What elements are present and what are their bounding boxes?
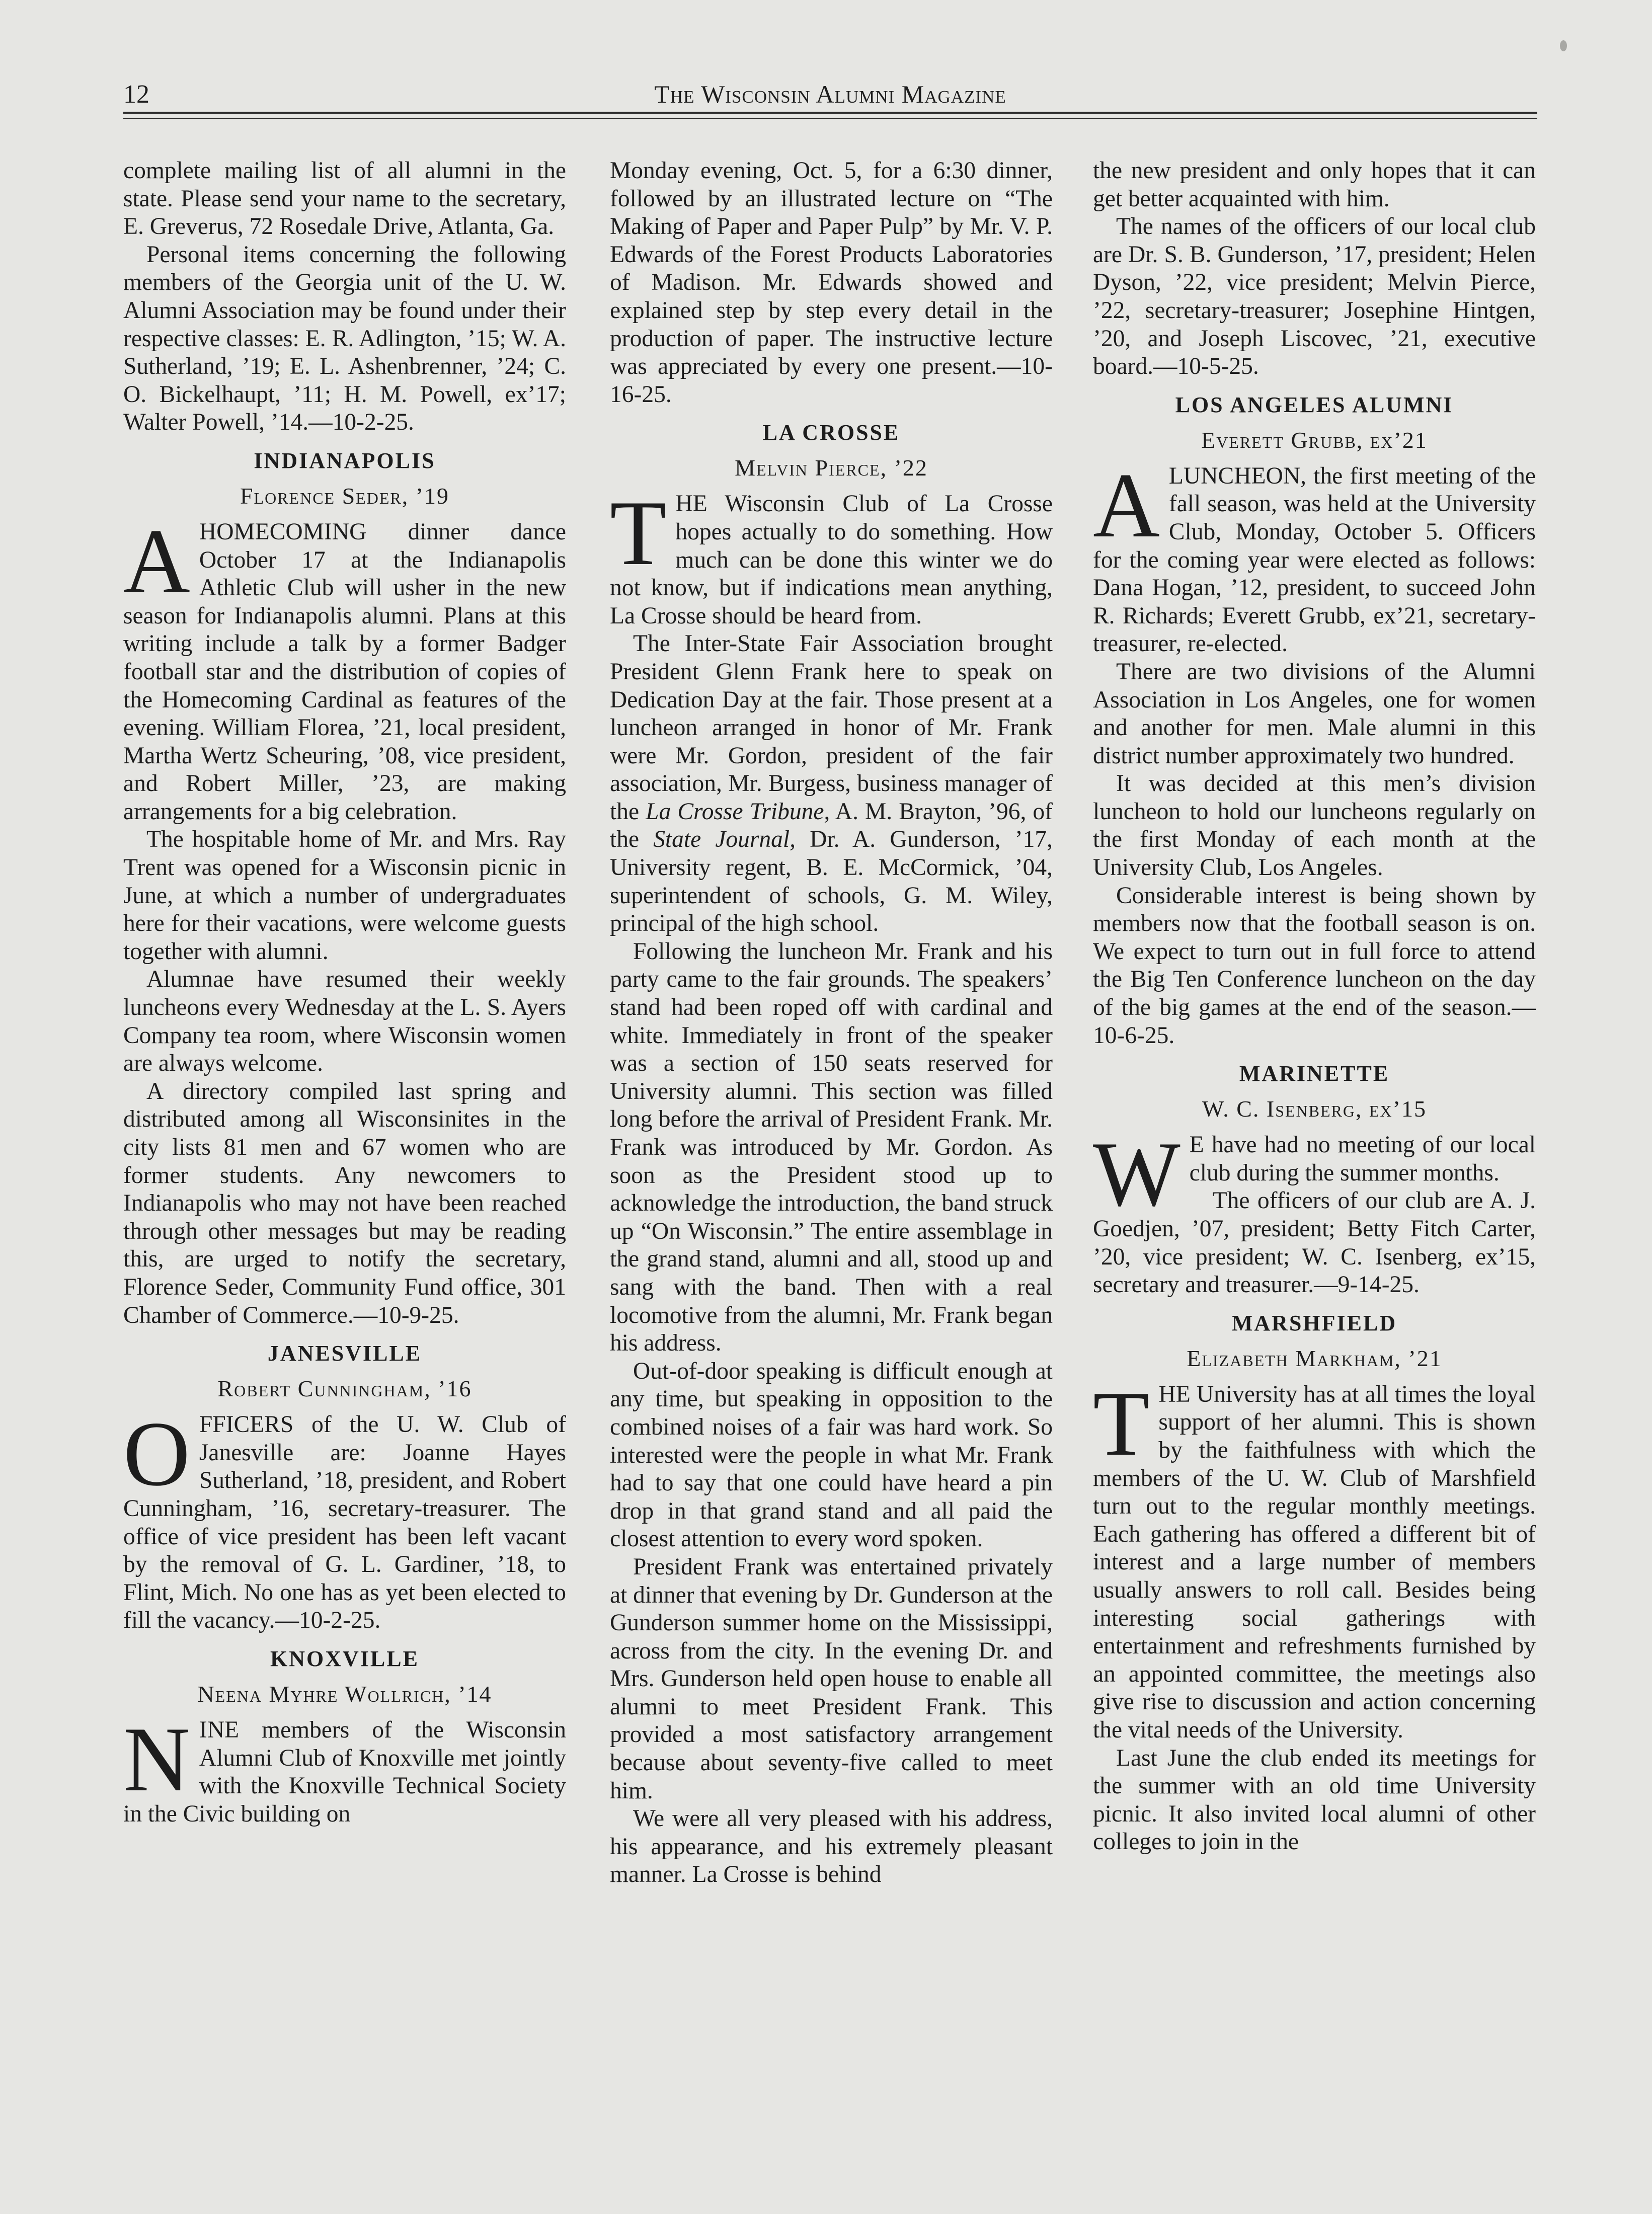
text-run: The Inter-State Fair Association brought President Glenn Frank here to speak on Dedication Day at the fair. Those present at a luncheon arranged in honor of Mr. Frank were Mr. Gordon, president of the fair association, Mr. Burgess, business manager of the <box>610 630 1053 825</box>
header-rule-thick <box>123 112 1537 114</box>
lede-paragraph <box>610 482 1053 630</box>
section-heading-marinette: MARINETTE <box>1239 1061 1390 1086</box>
paragraph: Monday evening, Oct. 5, for a 6:30 dinner, followed by an illustrated lecture on “The Making of Paper and Paper Pulp” by Mr. V. P. Edwards of the Forest Products Laboratories of Madison. Mr. Edwards showed and explained step by step every detail in the production of paper. The instructive lecture was appreciated by every one present.—10-16-25. <box>610 157 1053 408</box>
lede-paragraph <box>1093 1372 1536 1745</box>
byline-indianapolis: Florence Seder, ’19 <box>240 483 450 509</box>
section-heading-indianapolis: INDIANAPOLIS <box>254 448 436 473</box>
paragraph: The names of the officers of our local club are Dr. S. B. Gunderson, ’17, president; Helen Dyson, ’22, vice president; Melvin Pierce, ’22, secretary-treasurer; Josephine Hintgen, ’20, and Joseph Liscovec, ’21, executive board.—10-5-25. <box>1093 213 1536 380</box>
paragraph: Following the luncheon Mr. Frank and his party came to the fair grounds. The speakers’ stand had been roped off with cardinal and white. Immediately in front of the speaker was a section of 150 seats reserved for University alumni. This section was filled long before the arrival of President Frank. Mr. Frank was introduced by Mr. Gordon. As soon as the President stood up to acknowledge the introduction, the band struck up “On Wisconsin.” The entire assemblage in the grand stand, alumni and all, stood up and sang with the band. Then with a real locomotive from the alumni, Mr. Frank began his address. <box>610 938 1053 1357</box>
publication-name: State Journal, <box>653 826 796 853</box>
paragraph-text: INE members of the Wisconsin Alumni Club of Knoxville met jointly with the Knoxville Technical Society in the Civic building on <box>123 1716 566 1827</box>
page-blemish <box>1560 40 1567 51</box>
paragraph: Personal items concerning the following members of the Georgia unit of the U. W. Alumni Association may be found under their respective classes: E. R. Adlington, ’15; W. A. Sutherland, ’19; E. L. Ashenbrenner, ’24; C. O. Bickelhaupt, ’11; H. M. Powell, ex’17; Walter Powell, ’14.—10-2-25. <box>123 241 566 436</box>
paragraph-text: FFICERS of the U. W. Club of Janesville are: Joanne Hayes Sutherland, ’18, president, and Robert Cunningham, ’16, secretary-treasurer. The office of vice president has been left vacant by the removal of G. L. Gardiner, ’18, to Flint, Mich. No one has as yet been elected to fill the vacancy.—10-2-25. <box>123 1411 566 1634</box>
drop-cap: N <box>123 1707 190 1810</box>
paragraph-text: E have had no meeting of our local club during the summer months. <box>1189 1132 1536 1186</box>
paragraph: Considerable interest is being shown by members now that the football season is on. We expect to turn out in full force to attend the Big Ten Conference luncheon on the day of the big games at the end of the season.—10-6-25. <box>1093 882 1536 1049</box>
drop-cap: T <box>1093 1372 1150 1475</box>
byline-knoxville: Neena Myhre Wollrich, ’14 <box>197 1681 492 1707</box>
lede-paragraph <box>1093 453 1536 658</box>
page-number: 12 <box>123 80 149 109</box>
paragraph: It was decided at this men’s division luncheon to hold our luncheons regularly on the first Monday of each month at the University Club, Los Angeles. <box>1093 770 1536 881</box>
byline-janesville: Robert Cunningham, ’16 <box>217 1376 472 1402</box>
paragraph: The hospitable home of Mr. and Mrs. Ray Trent was opened for a Wisconsin picnic in June, at which a number of undergraduates here for their vacations, were welcome guests together with alumni. <box>123 826 566 965</box>
text-run: A. M. Brayton, ’96, of the <box>610 798 1053 853</box>
section-heading-marshfield: MARSHFIELD <box>1231 1310 1397 1335</box>
paragraph: A directory compiled last spring and distributed among all Wisconsinites in the city lists 81 men and 67 women who are former students. Any newcomers to Indianapolis who may not have been reached through other messages but may be reading this, are urged to notify the secretary, Florence Seder, Community Fund office, 301 Chamber of Commerce.—10-9-25. <box>123 1078 566 1328</box>
section-heading-la-crosse: LA CROSSE <box>762 420 900 445</box>
lede-paragraph <box>123 509 566 826</box>
drop-cap: T <box>610 482 667 585</box>
paragraph-text: HE Wisconsin Club of La Crosse hopes actually to do something. How much can be done this winter we do not know, but if indications mean anything, La Crosse should be heard from. <box>610 491 1053 629</box>
section-heading-janesville: JANESVILLE <box>267 1341 422 1366</box>
lede-paragraph <box>123 1402 566 1635</box>
paragraph: the new president and only hopes that it can get better acquainted with him. <box>1093 157 1536 212</box>
byline-marshfield: Elizabeth Markham, ’21 <box>1187 1345 1442 1371</box>
publication-name: La Crosse Tribune, <box>646 798 830 825</box>
paragraph: We were all very pleased with his address, his appearance, and his extremely pleasant manner. La Crosse is behind <box>610 1805 1053 1888</box>
paragraph-text: LUNCHEON, the first meeting of the fall season, was held at the University Club, Monday, October 5. Officers for the coming year were elected as follows: Dana Hogan, ’12, president, to succeed John R. Richards; Everett Grubb, ex’21, secretary-treasurer, re-elected. <box>1093 462 1536 657</box>
drop-cap: O <box>123 1402 190 1506</box>
section-heading-knoxville: KNOXVILLE <box>270 1646 419 1671</box>
column-3 <box>1093 157 1536 1856</box>
paragraph: President Frank was entertained privately at dinner that evening by Dr. Gunderson at the Gunderson summer home on the Mississippi, across from the city. In the evening Dr. and Mrs. Gunderson held open house to enable all alumni to meet President Frank. This provided a most satisfactory arrangement because about seventy-five called to meet him. <box>610 1553 1053 1804</box>
byline-marinette: W. C. Isenberg, ex’15 <box>1202 1096 1427 1122</box>
column-2 <box>610 157 1053 1889</box>
byline-los-angeles: Everett Grubb, ex’21 <box>1201 427 1428 453</box>
running-title: The Wisconsin Alumni Magazine <box>654 80 1006 108</box>
paragraph-text: HE University has at all times the loyal support of her alumni. This is shown by the faithfulness with which the members of the U. W. Club of Marshfield turn out to the regular monthly meetings. Each gathering has offered a different bit of interest and a large number of members usually answers to roll call. Besides being interesting social gatherings with entertainment and refreshments furnished by an appointed committee, the meetings also give rise to discussion and action concerning the vital needs of the University. <box>1093 1381 1536 1743</box>
paragraph: Out-of-door speaking is difficult enough at any time, but speaking in opposition to the combined noises of a fair was hard work. So interested were the people in what Mr. Frank had to say that one could have heard a pin drop in that grand stand and all paid the closest attention to every word spoken. <box>610 1358 1053 1552</box>
page-header <box>123 74 1537 110</box>
paragraph: Alumnae have resumed their weekly luncheons every Wednesday at the L. S. Ayers Company tea room, where Wisconsin women are always welcome. <box>123 966 566 1077</box>
text-run: Dr. A. Gunderson, ’17, University regent, B. E. McCormick, ’04, superintendent of schools, G. M. Wiley, principal of the high school. <box>610 826 1053 937</box>
paragraph: The officers of our club are A. J. Goedjen, ’07, president; Betty Fitch Carter, ’20, vice president; W. C. Isenberg, ex’15, secretary and treasurer.—9-14-25. <box>1093 1188 1536 1298</box>
paragraph <box>610 630 1053 938</box>
paragraph-text: HOMECOMING dinner dance October 17 at the Indianapolis Athletic Club will usher in the new season for Indianapolis alumni. Plans at this writing include a talk by a former Badger football star and the distribution of copies of the Homecoming Cardinal as features of the evening. William Florea, ’21, local president, Martha Wertz Scheuring, ’08, vice president, and Robert Miller, ’23, are making arrangements for a big celebration. <box>123 518 566 825</box>
lede-paragraph <box>1093 1123 1536 1226</box>
lede-paragraph <box>123 1707 566 1828</box>
paragraph: Last June the club ended its meetings for the summer with an old time University picnic. It also invited local alumni of other colleges to join in the <box>1093 1745 1536 1855</box>
header-rule-thin <box>123 118 1537 119</box>
column-1 <box>123 157 566 1828</box>
section-heading-los-angeles: LOS ANGELES ALUMNI <box>1175 392 1454 417</box>
drop-cap: A <box>123 509 190 612</box>
drop-cap: W <box>1093 1123 1181 1226</box>
drop-cap: A <box>1093 453 1160 557</box>
paragraph: complete mailing list of all alumni in the state. Please send your name to the secretary, E. Greverus, 72 Rosedale Drive, Atlanta, Ga. <box>123 157 566 240</box>
byline-la-crosse: Melvin Pierce, ’22 <box>735 455 928 481</box>
paragraph: There are two divisions of the Alumni Association in Los Angeles, one for women and another for men. Male alumni in this district number approximately two hundred. <box>1093 658 1536 769</box>
